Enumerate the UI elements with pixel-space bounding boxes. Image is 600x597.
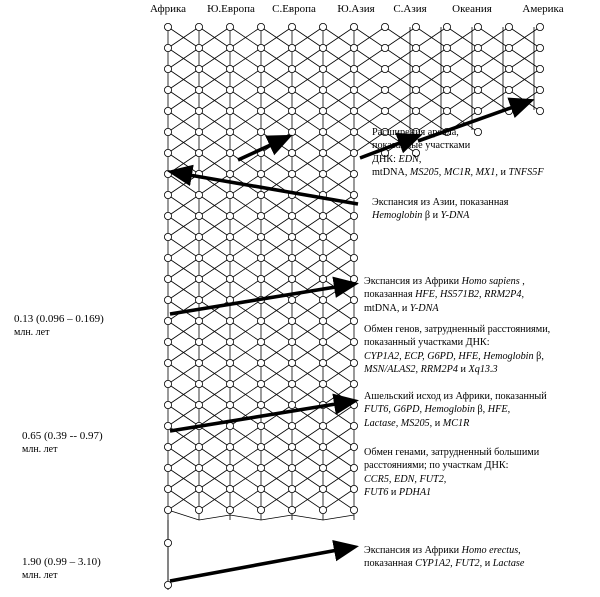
date-label-0-sub: млн. лет [14, 326, 50, 338]
column-header-south-europe: Ю.Европа [207, 3, 255, 15]
annotation-line: Экспансия из Африки Homo erectus, [364, 545, 521, 556]
column-header-north-asia: С.Азия [393, 3, 427, 15]
annotation-line: Ашельский исход из Африки, показанный [364, 391, 547, 402]
annotation-range-expansion [372, 126, 596, 180]
column-header-north-europe: С.Европа [272, 3, 316, 15]
arrow-to-america-top [238, 137, 288, 160]
annotation-acheulean-exodus [364, 390, 598, 430]
annotation-line: показанные участками [372, 140, 471, 152]
date-label-0-main: 0.13 (0.096 – 0.169) [14, 313, 104, 325]
annotation-line: CYP1A2, ECP, G6PD, HFE, Hemoglobin β, [364, 350, 544, 362]
date-label-1 [22, 430, 103, 456]
arrow-erectus [170, 547, 354, 581]
date-label-2-sub: млн. лет [22, 569, 58, 581]
date-label-2 [22, 556, 101, 582]
annotation-line: FUT6 и PDHA1 [364, 487, 432, 499]
date-label-2-main: 1.90 (0.99 – 3.10) [22, 556, 101, 568]
date-label-0 [14, 313, 104, 339]
annotation-line: mtDNA, MS205, MC1R, MX1, и TNFS5F [372, 167, 544, 179]
annotation-africa-erectus [364, 544, 598, 571]
column-header-america: Америка [522, 3, 564, 15]
annotation-asia-expansion [372, 196, 587, 223]
annotation-line: ДНК: EDN, [372, 153, 422, 165]
annotation-line: Расширения ареала, [372, 127, 459, 138]
annotation-africa-sapiens [364, 275, 598, 315]
annotation-distance-limited-exchange [364, 323, 598, 377]
column-header-south-asia: Ю.Азия [337, 3, 375, 15]
annotation-line: CCR5, EDN, FUT2, [364, 473, 447, 485]
date-label-1-sub: млн. лет [22, 443, 58, 455]
annotation-line: показанная HFE, HS571B2, RRM2P4, [364, 289, 525, 301]
annotation-line: Lactase, MS205, и MC1R [364, 417, 470, 429]
annotation-line: mtDNA, и Y-DNA [364, 302, 439, 314]
column-header-africa: Африка [149, 3, 187, 15]
annotation-line: показанная CYP1A2, FUT2, и Lactase [364, 558, 525, 570]
annotation-line: Обмен генами, затрудненный большими [364, 447, 540, 458]
annotation-line: Экспансия из Африки Homo sapiens , [364, 276, 525, 287]
date-label-1-main: 0.65 (0.39 -- 0.97) [22, 430, 103, 442]
annotation-line: Экспансия из Азии, показанная [372, 197, 509, 208]
annotation-line: MSN/ALAS2, RRM2P4 и Xq13.3 [364, 364, 498, 376]
column-header-oceania: Океания [452, 3, 492, 15]
annotation-long-distance-exchange [364, 446, 598, 500]
annotation-line: FUT6, G6PD, Hemoglobin β, HFE, [364, 404, 511, 416]
annotation-line: показанный участками ДНК: [364, 337, 490, 349]
annotation-line: Обмен генов, затрудненный расстояниями, [364, 324, 551, 335]
annotation-line: расстояниями; по участкам ДНК: [364, 460, 509, 472]
annotation-line: Hemoglobin β и Y-DNA [372, 210, 470, 222]
